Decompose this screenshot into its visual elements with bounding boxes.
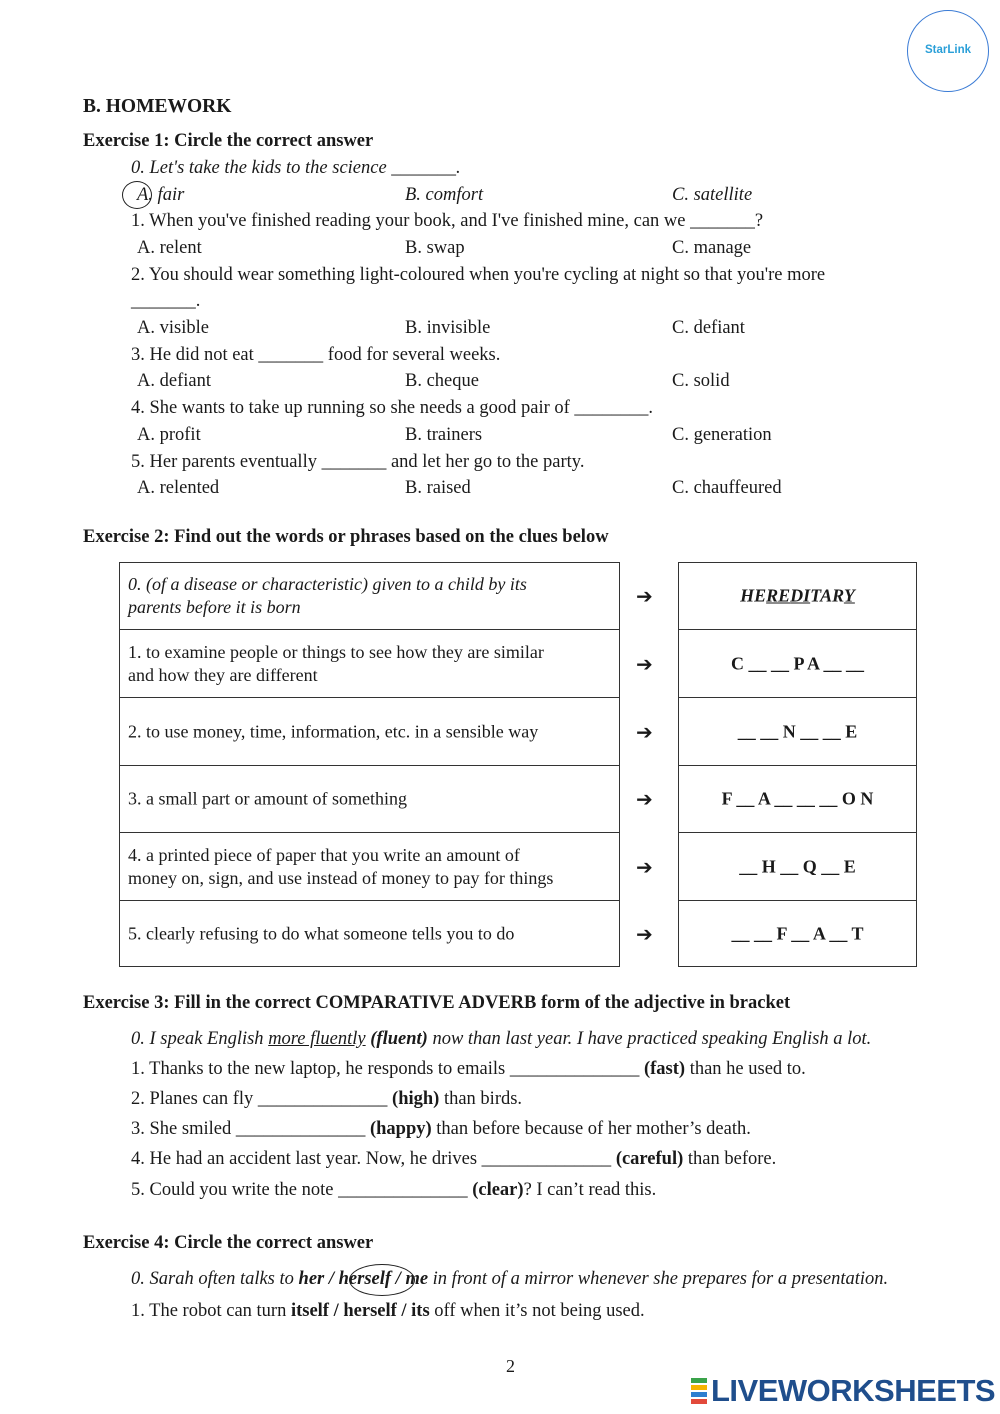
answer-cell[interactable]	[678, 765, 917, 833]
ex1-q0-option-b[interactable]: B. comfort	[405, 185, 484, 205]
answer-cell[interactable]	[678, 900, 917, 967]
ex1-q3-option-c[interactable]: C. solid	[672, 371, 730, 391]
ex1-q1-option-a[interactable]: A. relent	[137, 238, 202, 258]
arrow-icon: ➔	[636, 855, 653, 879]
clue-text: 3. a small part or amount of something	[128, 788, 407, 809]
clue-text: 4. a printed piece of paper that you write an amount of money on, sign, and use instead of money to pay for things	[128, 844, 554, 888]
ex1-q4-option-a[interactable]: A. profit	[137, 425, 201, 445]
ex1-q5-text: 5. Her parents eventually _______ and let her go to the party.	[131, 452, 585, 472]
ex1-q1-text: 1. When you've finished reading your book, and I've finished mine, can we _______?	[131, 211, 764, 231]
clue-text: 1. to examine people or things to see how they are similar and how they are different	[128, 641, 544, 685]
arrow-icon: ➔	[636, 584, 653, 608]
clue-text: 0. (of a disease or characteristic) given to a child by its parents before it is born	[128, 574, 527, 617]
clue-cell	[119, 629, 620, 698]
ex1-q2-option-b[interactable]: B. invisible	[405, 318, 491, 338]
answer-blank: __ __ F __ A __ T	[731, 923, 864, 943]
ex1-q3-option-b[interactable]: B. cheque	[405, 371, 479, 391]
exercise-1-heading: Exercise 1: Circle the correct answer	[83, 131, 374, 151]
answer-blank: C __ __ P A __ __	[730, 653, 864, 673]
ex1-q4-text: 4. She wants to take up running so she needs a good pair of ________.	[131, 398, 654, 418]
ex1-q4-option-b[interactable]: B. trainers	[405, 425, 483, 445]
ex3-q4[interactable]: 4. He had an accident last year. Now, he drives ______________ (careful) than before.	[131, 1149, 777, 1169]
exercise-3-heading: Exercise 3: Fill in the correct COMPARATIVE ADVERB form of the adjective in bracket	[83, 993, 791, 1013]
clue-cell	[119, 765, 620, 833]
clue-cell	[119, 832, 620, 901]
answer-cell	[678, 562, 917, 630]
clue-cell	[119, 900, 620, 967]
clue-cell	[119, 697, 620, 766]
section-title: B. HOMEWORK	[83, 96, 232, 117]
ex1-q5-option-a[interactable]: A. relented	[137, 478, 220, 498]
ex1-q4-option-c[interactable]: C. generation	[672, 425, 772, 445]
ex1-q0-option-a[interactable]: A. fair	[137, 185, 185, 205]
ex1-q3-text: 3. He did not eat _______ food for several weeks.	[131, 345, 501, 365]
starlink-logo	[907, 10, 989, 92]
logo-text: StarLink	[924, 44, 971, 56]
ex1-q3-option-a[interactable]: A. defiant	[137, 371, 211, 391]
clue-text: 2. to use money, time, information, etc. in a sensible way	[128, 721, 539, 741]
answer-example: HEREDITARY	[740, 585, 855, 606]
clue-text: 5. clearly refusing to do what someone tells you to do	[128, 923, 515, 943]
answer-blank: F __ A __ __ __ O N	[721, 788, 874, 809]
arrow-icon: ➔	[636, 922, 653, 946]
ex1-q2-option-a[interactable]: A. visible	[137, 318, 209, 338]
example-answer: more fluently	[268, 1029, 366, 1049]
ex3-q1[interactable]: 1. Thanks to the new laptop, he responds to emails ______________ (fast) than he used to.	[131, 1059, 806, 1079]
ex1-q0-option-c[interactable]: C. satellite	[672, 185, 753, 205]
liveworksheets-logo[interactable]: LIVEWORKSHEETS	[711, 1373, 996, 1408]
page-number: 2	[506, 1356, 515, 1376]
answer-cell[interactable]	[678, 697, 917, 766]
ex3-q3[interactable]: 3. She smiled ______________ (happy) than before because of her mother’s death.	[131, 1119, 751, 1139]
answer-blank: __ __ N __ __ E	[737, 721, 858, 741]
ex4-q0: 0. Sarah often talks to her / herself / me in front of a mirror whenever she prepares for a presentation.	[131, 1269, 889, 1289]
ex3-q2[interactable]: 2. Planes can fly ______________ (high) than birds.	[131, 1089, 523, 1109]
ex1-q2-text-cont: _______.	[131, 291, 201, 311]
ex3-q0: 0. I speak English more fluently (fluent) now than last year. I have practiced speaking English a lot.	[131, 1029, 872, 1049]
arrow-icon: ➔	[636, 787, 653, 811]
liveworksheets-icon	[691, 1378, 707, 1404]
answer-cell[interactable]	[678, 832, 917, 901]
example-answer: herself	[338, 1269, 392, 1289]
arrow-icon: ➔	[636, 652, 653, 676]
ex1-q5-option-c[interactable]: C. chauffeured	[672, 478, 782, 498]
answer-cell[interactable]	[678, 629, 917, 698]
ex1-q1-option-b[interactable]: B. swap	[405, 238, 465, 258]
ex1-q5-option-b[interactable]: B. raised	[405, 478, 471, 498]
answer-blank: __ H __ Q __ E	[739, 856, 856, 876]
exercise-4-heading: Exercise 4: Circle the correct answer	[83, 1233, 374, 1253]
ex1-q2-text: 2. You should wear something light-coloured when you're cycling at night so that you're more	[131, 265, 826, 285]
arrow-icon: ➔	[636, 720, 653, 744]
ex4-q1[interactable]: 1. The robot can turn itself / herself / its off when it’s not being used.	[131, 1301, 645, 1321]
ex1-q1-option-c[interactable]: C. manage	[672, 238, 752, 258]
clue-cell	[119, 562, 620, 630]
answer-circle-mark	[349, 1264, 415, 1296]
ex3-q5[interactable]: 5. Could you write the note ______________ (clear)? I can’t read this.	[131, 1180, 657, 1200]
exercise-2-heading: Exercise 2: Find out the words or phrases based on the clues below	[83, 527, 609, 547]
ex1-q0-text: 0. Let's take the kids to the science _______.	[131, 158, 461, 178]
ex1-q2-option-c[interactable]: C. defiant	[672, 318, 745, 338]
